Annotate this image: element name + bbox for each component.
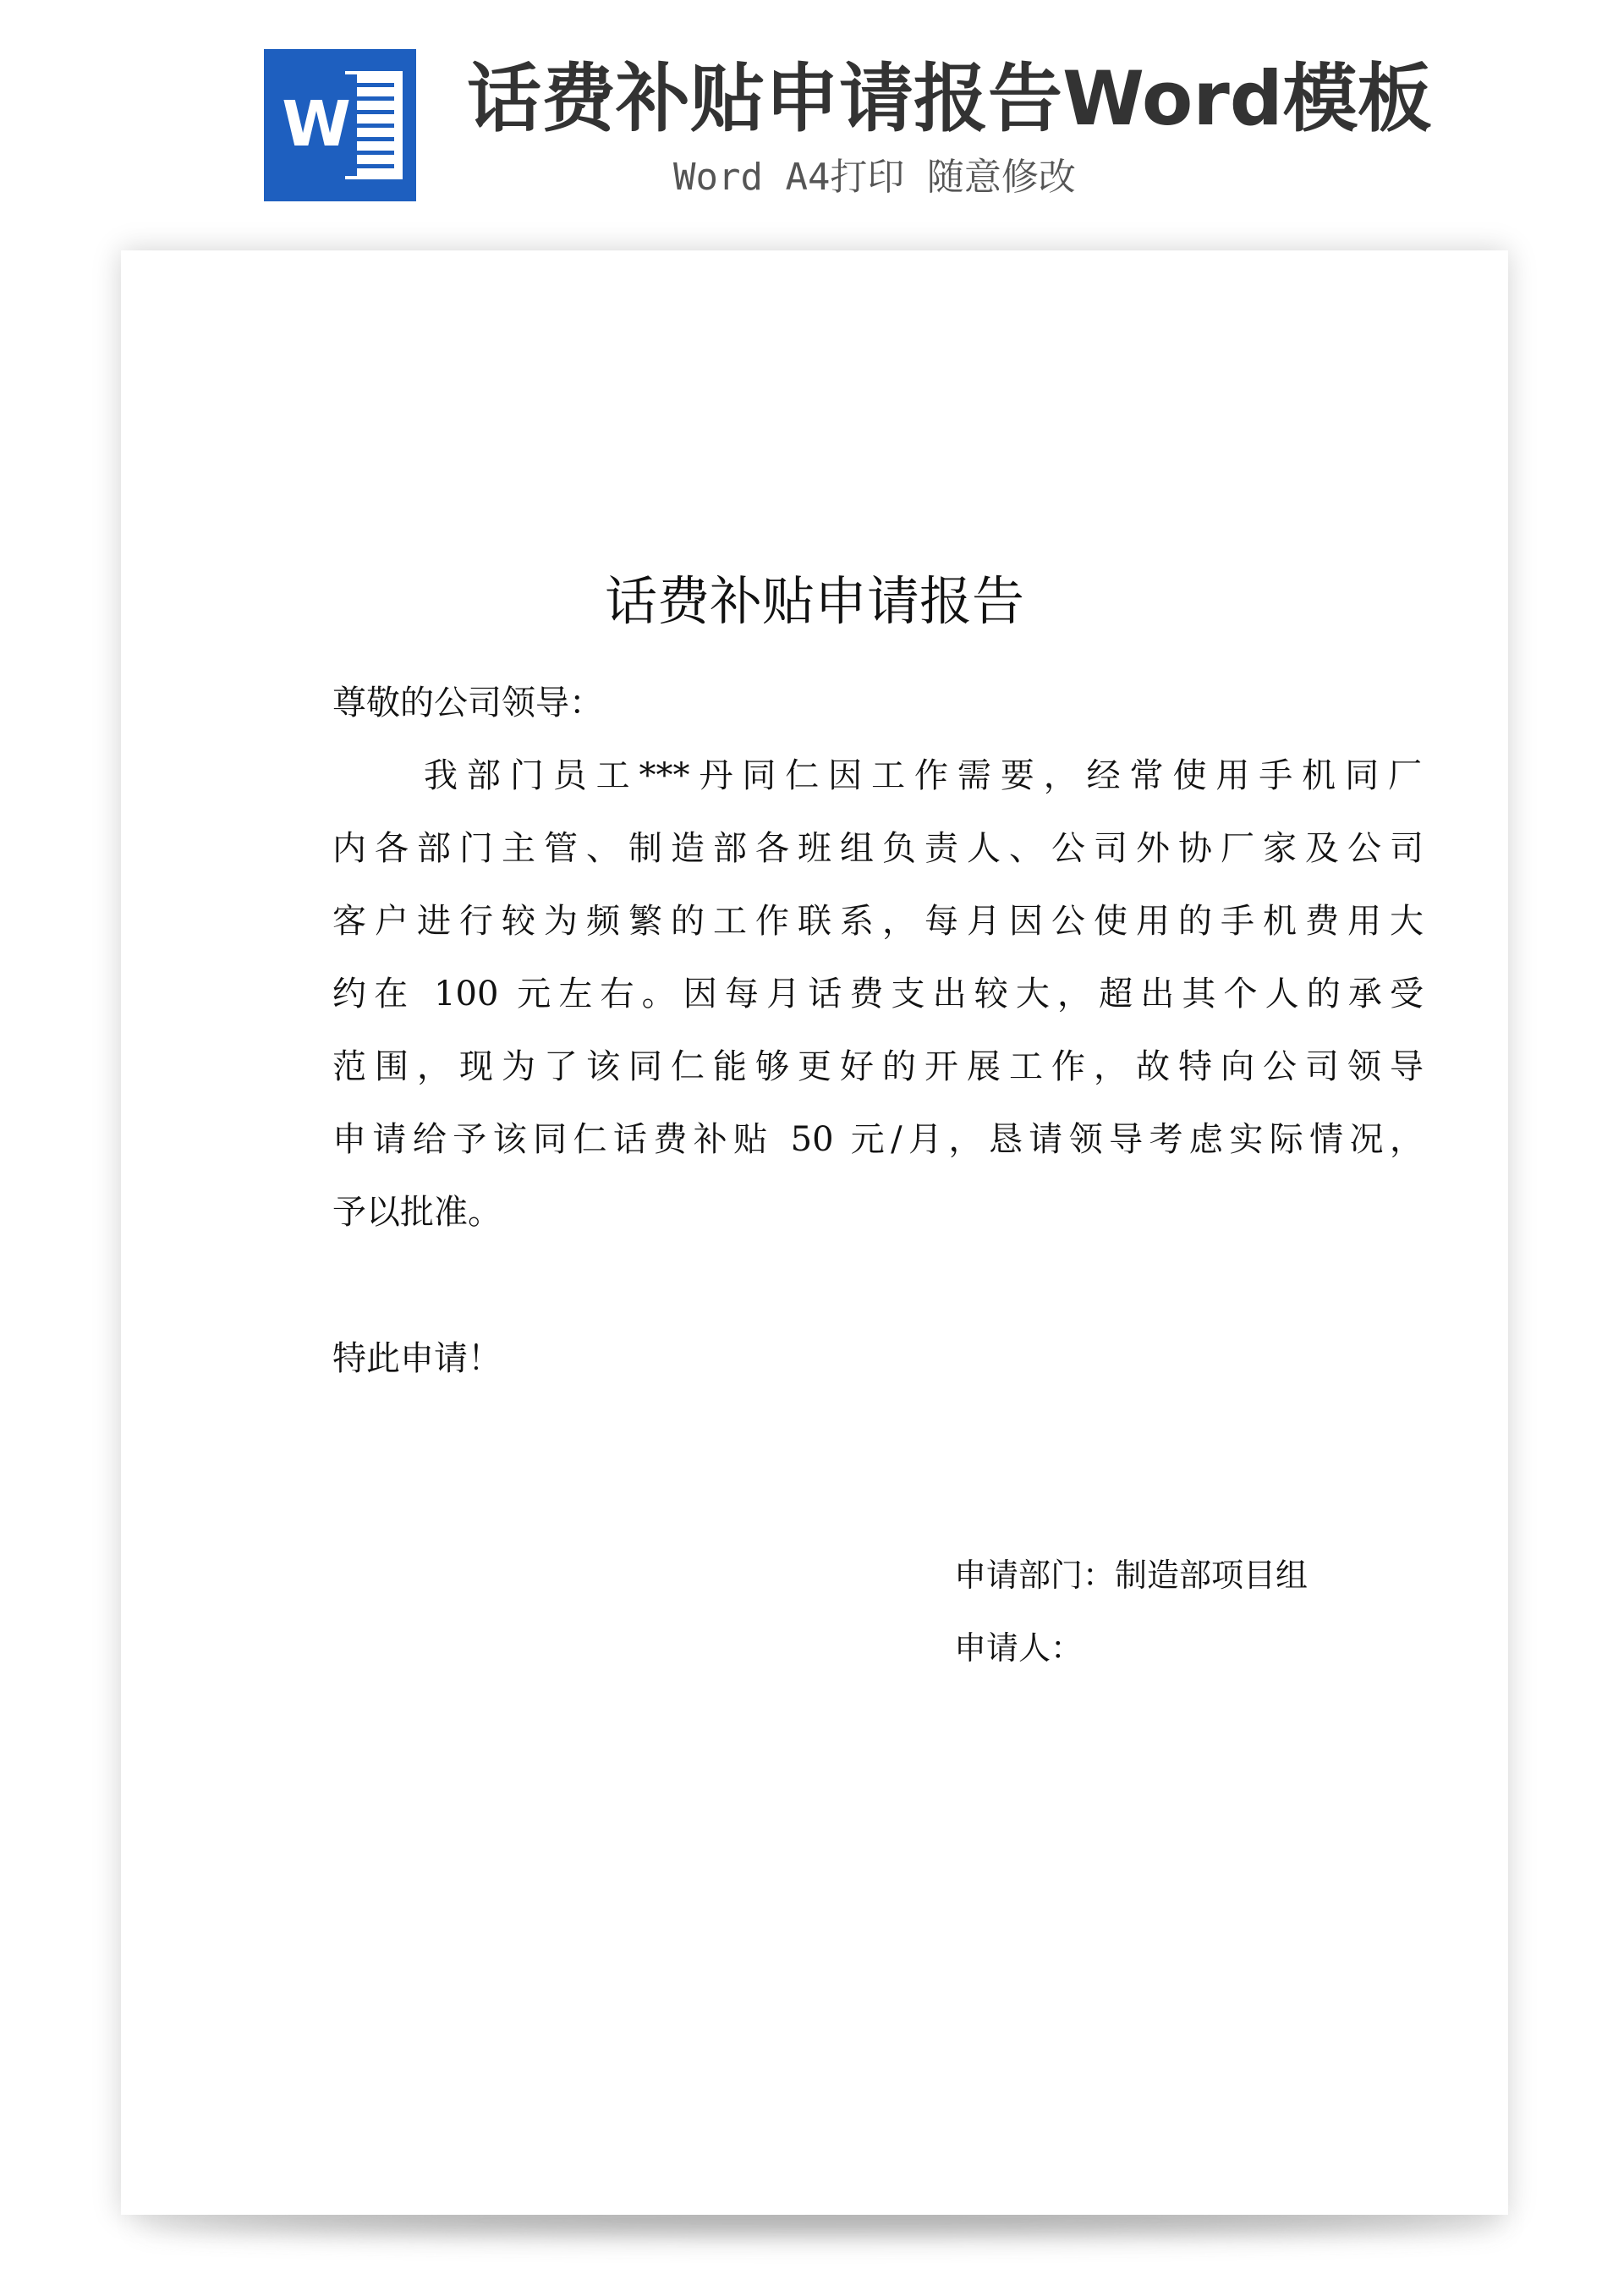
body-line: 内各部门主管、制造部各班组负责人、公司外协厂家及公司 bbox=[332, 829, 1424, 868]
body-line: 予以批准。 bbox=[332, 1193, 502, 1232]
department-line: 申请部门：制造部项目组 bbox=[954, 1557, 1309, 1594]
body-line: 申请给予该同仁话费补贴 50 元/月，恳请领导考虑实际情况， bbox=[332, 1120, 1424, 1159]
body-line: 我部门员工***丹同仁因工作需要，经常使用手机同厂 bbox=[424, 756, 1422, 795]
closing-line: 特此申请！ bbox=[332, 1339, 502, 1378]
salutation: 尊敬的公司领导： bbox=[332, 684, 603, 722]
word-logo-letter: W bbox=[282, 88, 351, 161]
template-banner bbox=[0, 0, 1624, 245]
banner-title: 话费补贴申请报告Word模板 bbox=[467, 55, 1432, 142]
word-logo-icon bbox=[264, 49, 416, 201]
body-line: 约在 100 元左右。因每月话费支出较大，超出其个人的承受 bbox=[332, 975, 1424, 1013]
body-line: 范围，现为了该同仁能够更好的开展工作，故特向公司领导 bbox=[332, 1047, 1424, 1086]
banner-subtitle: Word A4打印 随意修改 bbox=[673, 156, 1076, 199]
document-title: 话费补贴申请报告 bbox=[604, 570, 1024, 632]
body-line: 客户进行较为频繁的工作联系，每月因公使用的手机费用大 bbox=[332, 902, 1424, 941]
document-page bbox=[121, 250, 1508, 2215]
applicant-line: 申请人： bbox=[954, 1629, 1084, 1667]
